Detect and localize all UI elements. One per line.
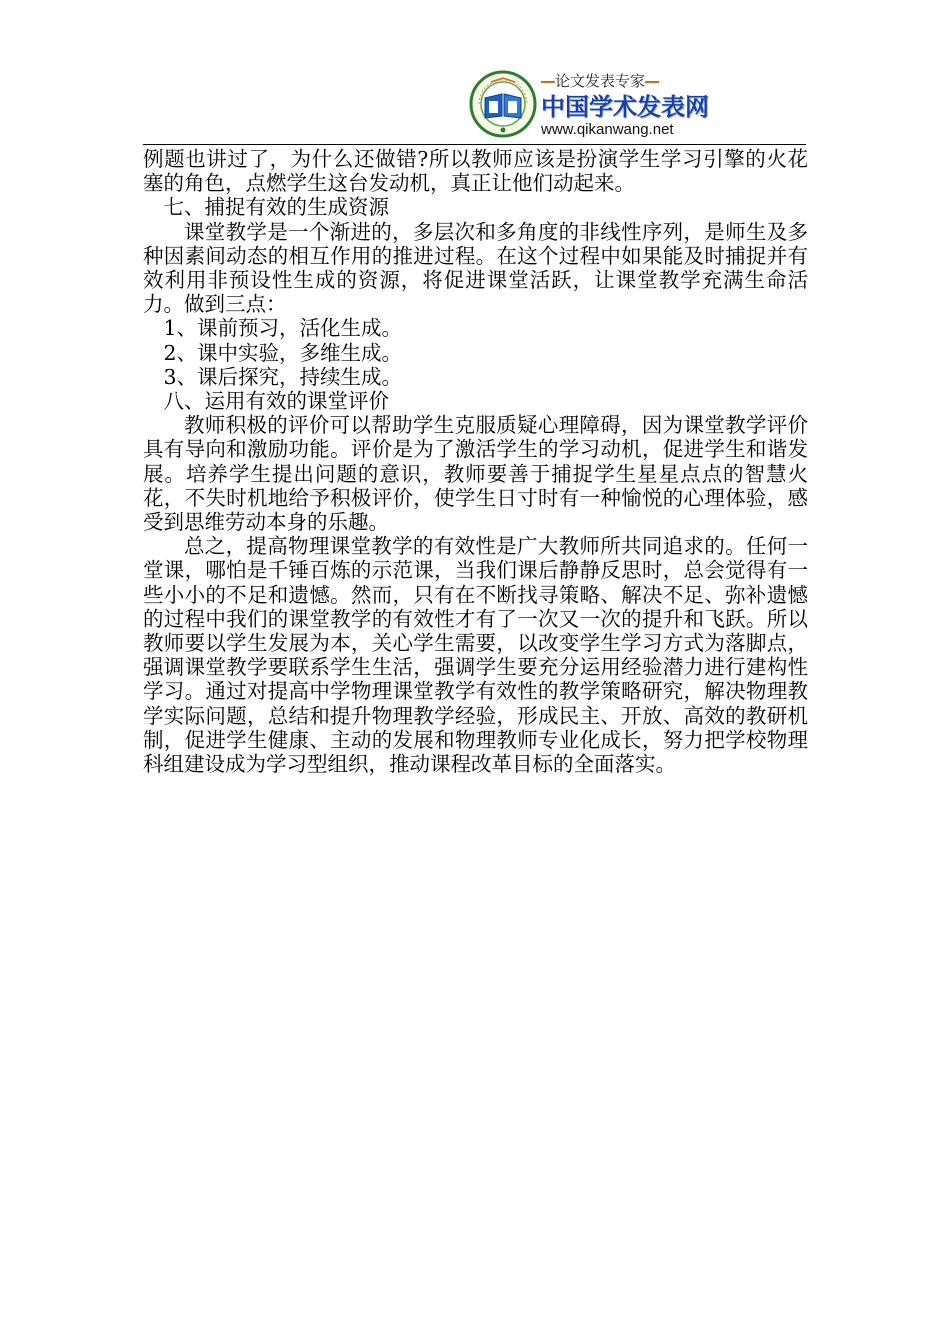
paragraph-conclusion: 总之，提高物理课堂教学的有效性是广大教师所共同追求的。任何一堂课，哪怕是千锤百炼的示范课，当我们课后静静反思时，总会觉得有一些小小的不足和遗憾。然而，只有在不断找寻策略、解决不足、弥补遗憾的过程中我们的课堂教学的有效性才有了一次又一次的提升和飞跃。所以教师要以学生发展为本，关心学生需要，以改变学生学习方式为落脚点，强调课堂教学要联系学生生活，强调学生要充分运用经验潜力进行建构性学习。通过对提高中学物理课堂教学有效性的教学策略研究，解决物理教学实际问题，总结和提升物理教学经验，形成民主、开放、高效的教研机制，促进学生健康、主动的发展和物理教师专业化成长，努力把学校物理科组建设成为学习型组织，推动课程改革目标的全面落实。 [143,534,808,777]
book-emblem-icon [469,68,537,140]
section-heading-7: 七、捕捉有效的生成资源 [163,195,389,220]
list-item-2: 2、课中实验，多维生成。 [163,340,403,365]
document-body [143,147,808,776]
paragraph-section-7: 课堂教学是一个渐进的，多层次和多角度的非线性序列，是师生及多种因素间动态的相互作用的推进过程。在这个过程中如果能及时捕捉并有效利用非预设性生成的资源，将促进课堂活跃，让课堂教学充满生命活力。做到三点： [143,219,808,317]
site-logo[interactable] [469,68,709,140]
logo-brand-title: 中国学术发表网 [541,93,709,121]
header-divider [143,144,806,145]
list-item-3: 3、课后探究，持续生成。 [163,364,403,389]
dash-right-icon [645,81,659,83]
list-item-1: 1、课前预习，活化生成。 [163,316,403,341]
paragraph-continued: 例题也讲过了，为什么还做错?所以教师应该是扮演学生学习引擎的火花塞的角色，点燃学生这台发动机，真正让他们动起来。 [143,147,808,196]
slogan-text: 论文发表专家 [555,72,646,90]
logo-url[interactable]: www.qikanwang.net [541,121,674,138]
dash-left-icon [541,81,555,83]
logo-slogan [541,70,697,92]
section-heading-8: 八、运用有效的课堂评价 [163,389,389,414]
paragraph-section-8: 教师积极的评价可以帮助学生克服质疑心理障碍，因为课堂教学评价具有导向和激励功能。评价是为了激活学生的学习动机，促进学生和谐发展。培养学生提出问题的意识，教师要善于捕捉学生星星点点的智慧火花，不失时机地给予积极评价，使学生日寸时有一种愉悦的心理体验，感受到思维劳动本身的乐趣。 [143,413,808,535]
